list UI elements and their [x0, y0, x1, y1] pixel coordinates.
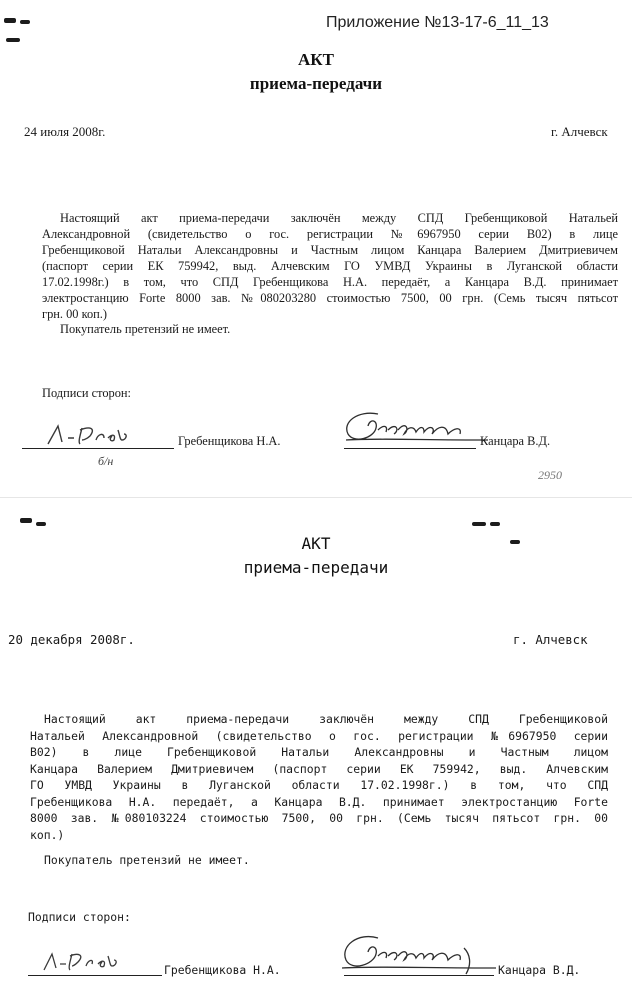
act1-title: АКТ: [298, 50, 334, 69]
annex-label: Приложение №13-17-6_11_13: [326, 14, 549, 31]
act1-body-line: Настоящий акт приема-передачи заключён между СПД Гребенщиковой Натальей: [60, 211, 618, 225]
act2-body-line: ГО УМВД Украины в Луганской области 17.02.1998г.) в том, что СПД: [30, 778, 608, 792]
act2-buyer-signature: [336, 924, 506, 982]
act2-body-line: В02) в лице Гребенщиковой Натальи Александровны и Частным лицом: [30, 745, 608, 759]
scan-mark: [472, 522, 486, 526]
act1-body-line: 17.02.1998г.) в том, что СПД Гребенщикова Н.А. передаёт, а Канцара В.Д. принимает: [42, 275, 618, 289]
act1-seller-signature: [24, 418, 174, 452]
act2-body-line: коп.): [30, 827, 65, 842]
act2-body-line: Настоящий акт приема-передачи заключён между СПД Гребенщиковой: [44, 712, 608, 726]
act1-date: 24 июля 2008г.: [24, 124, 106, 139]
act2-date: 20 декабря 2008г.: [8, 632, 135, 647]
act1-body-line: грн. 00 коп.): [42, 307, 108, 321]
act1-seller-line: [22, 448, 174, 449]
act1-body-line: электростанцию Forte 8000 зав. №080203280 стоимостью 7500, 00 грн. (Семь тысяч пятьсот: [42, 291, 618, 305]
act2-subtitle: приема-передачи: [243, 558, 389, 577]
scan-mark: [20, 518, 32, 523]
page-divider: [0, 497, 632, 498]
act2-title: АКТ: [301, 534, 331, 553]
act1-claims: Покупатель претензий не имеет.: [60, 322, 231, 336]
scan-mark: [20, 20, 30, 24]
act1-buyer-signature: [338, 400, 498, 454]
act1-buyer-name: Канцара В.Д.: [480, 434, 551, 448]
scan-mark: [490, 522, 500, 526]
act1-margin-number: 2950: [538, 468, 562, 482]
act2-body-line: Натальей Александровной (свидетельство о гос. регистрации №6967950 серии: [30, 728, 608, 743]
act2-seller-line: [28, 975, 162, 976]
act2-body-line: 8000 зав. №080103224 стоимостью 7500, 00 грн. (Семь тысяч пятьсот грн. 00: [30, 811, 608, 825]
act1-body-line: Александровной (свидетельство о гос. регистрации №6967950 серии В02) в лице: [42, 227, 618, 241]
act2-buyer-name: Канцара В.Д.: [498, 963, 581, 977]
act2-claims: Покупатель претензий не имеет.: [44, 853, 250, 867]
act2-city: г. Алчевск: [513, 632, 588, 647]
scan-mark: [4, 18, 16, 23]
act2-seller-signature: [30, 946, 160, 976]
scan-mark: [6, 38, 20, 42]
act1-body-line: (паспорт серии ЕК 759942, выд. Алчевским ГО УМВД Украины в Луганской области: [42, 259, 618, 273]
act1-seller-note: б/н: [98, 454, 114, 468]
act2-buyer-line: [344, 975, 494, 976]
act2-seller-name: Гребенщикова Н.А.: [164, 963, 281, 977]
act1-signatures-label: Подписи сторон:: [42, 386, 131, 400]
act2-body: [30, 711, 608, 843]
act1-seller-name: Гребенщикова Н.А.: [178, 434, 281, 448]
act1-body-line: Гребенщиковой Натальи Александровны и Частным лицом Канцара Валерием Дмитриевичем: [42, 243, 618, 257]
act1-city: г. Алчевск: [551, 124, 608, 139]
act2-signatures-label: Подписи сторон:: [28, 910, 131, 924]
act1-buyer-line: [344, 448, 476, 449]
act2-body-line: Канцара Валерием Дмитриевичем (паспорт серии ЕК 759942, выд. Алчевским: [30, 761, 608, 776]
act1-subtitle: приема-передачи: [249, 74, 383, 93]
scan-mark: [36, 522, 46, 526]
act1-body: [42, 210, 618, 322]
act2-body-line: Гребенщикова Н.А. передаёт, а Канцара В.Д. принимает электростанцию Forte: [30, 794, 608, 809]
